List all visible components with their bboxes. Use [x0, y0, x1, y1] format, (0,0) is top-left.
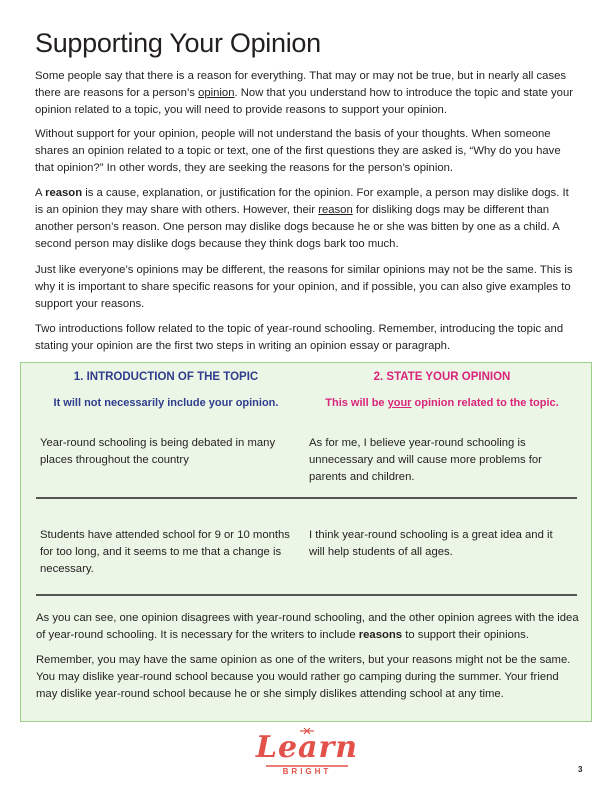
row-divider-1 [36, 497, 577, 499]
reason-underlined: reason [318, 204, 353, 216]
paragraph-4: Just like everyone’s opinions may be different, the reasons for similar opinions may not be the same. This is why it is important to share specific reasons for your opinion, and if possible, you can also give examples to support your reasons. [35, 264, 573, 310]
reason-bold: reason [45, 187, 83, 199]
box-paragraph-2: Remember, you may have the same opinion as one of the writers, but your reasons might not be the same. You may dislike year-round school because you would rather go camping during the summer. Your friend may dislike year-round school because he or she simply dislikes attending school at any time. [36, 654, 571, 700]
logo-word: Learn [255, 730, 359, 765]
opinion-sub-text-b: opinion related to the topic. [411, 397, 559, 409]
opinion-sub-text-a: This will be [325, 397, 388, 409]
row-1-opinion: As for me, I believe year-round schooling is unnecessary and will cause more problems for parents and children. [309, 437, 542, 483]
example-box [20, 362, 592, 722]
box-paragraph-1 [36, 610, 581, 644]
paragraph-1-text-a: Some people say that there is a reason for everything. That may or may not be true, but in nearly all cases there are reasons for a person’s [35, 70, 567, 99]
row-1-introduction: Year-round schooling is being debated in many places throughout the country [40, 437, 276, 466]
row-2-opinion: I think year-round schooling is a great idea and it will help students of all ages. [309, 529, 553, 558]
column-heading-opinion: 2. STATE YOUR OPINION [373, 371, 511, 383]
paragraph-1 [35, 68, 580, 119]
paragraph-3-text-a: A [35, 187, 46, 199]
paragraph-5: Two introductions follow related to the topic of year-round schooling. Remember, introducing the topic and stating your opinion are the first two steps in writing an opinion essay or paragraph. [35, 323, 564, 352]
your-underlined: your [387, 397, 412, 409]
box-paragraph-1-text-a: As you can see, one opinion disagrees with year-round schooling, and the other opinion agrees with the idea of year-round schooling. It is necessary for the writers to include [36, 612, 579, 641]
column-subheading-introduction: It will not necessarily include your opinion. [53, 397, 279, 409]
paragraph-3-text-c: for disliking dogs may be different than another person’s reason. One person may dislike dogs because he or she was bitten by one as a child. A second person may dislike dogs because they think dogs bark too much. [35, 204, 560, 250]
column-heading-introduction: 1. INTRODUCTION OF THE TOPIC [73, 371, 259, 383]
learn-bright-logo [252, 728, 362, 782]
column-subheading-opinion [307, 397, 577, 409]
row-2-introduction: Students have attended school for 9 or 10 months for too long, and it seems to me that a change is necessary. [40, 529, 290, 575]
reasons-bold: reasons [358, 629, 403, 641]
logo-subtitle: BRIGHT [282, 767, 332, 776]
paragraph-2: Without support for your opinion, people will not understand the basis of your thoughts. When someone shares an opinion related to a topic or text, one of the first questions they are asked is, “Why do you have that opinion?” In other words, they are seeking the reasons for the person’s opinion. [35, 128, 561, 174]
paragraph-1-text-b: . Now that you understand how to introduce the topic and state your opinion related to a topic, you will need to provide reasons to support your opinion. [35, 87, 573, 116]
box-paragraph-1-text-b: to support their opinions. [402, 629, 529, 641]
page-title: Supporting Your Opinion [35, 28, 321, 58]
row-divider-2 [36, 594, 577, 596]
page-number: 3 [578, 765, 583, 774]
opinion-underlined: opinion [198, 87, 235, 99]
paragraph-3-text-b: is a cause, explanation, or justification for the opinion. For example, a person may dislike dogs. It is an opinion they may share with others. However, their [35, 187, 569, 216]
paragraph-3 [35, 185, 580, 253]
